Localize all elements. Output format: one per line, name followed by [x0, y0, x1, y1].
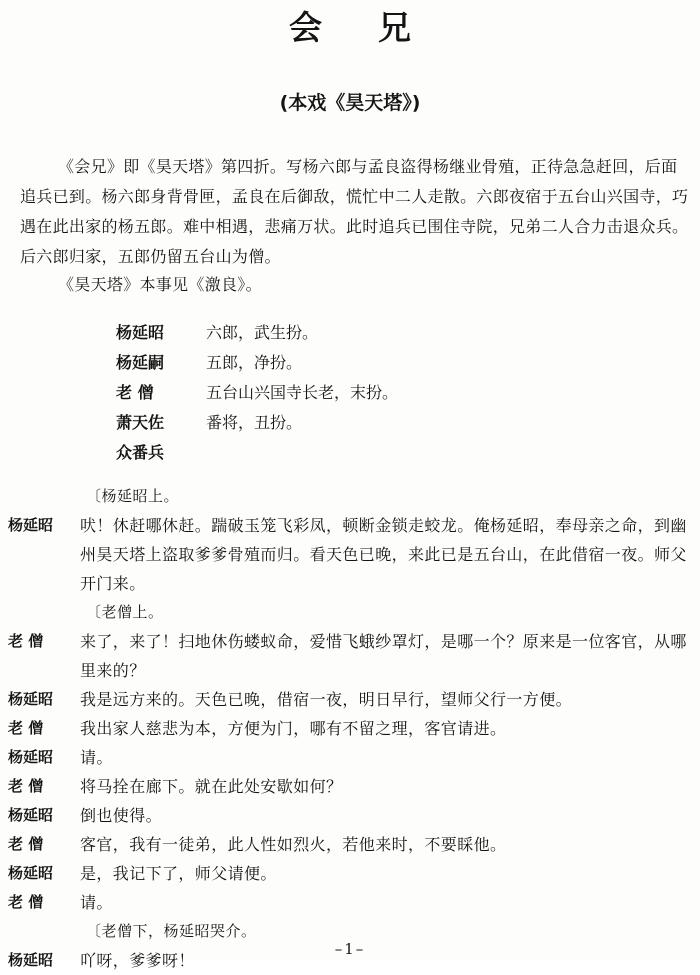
- speaker-name: 老 僧: [8, 777, 44, 795]
- cast-list: [116, 318, 636, 468]
- cast-name: 杨延昭: [116, 323, 165, 342]
- speaker-name: 杨延昭: [8, 951, 54, 969]
- speech-text: 倒也使得。: [80, 806, 163, 825]
- cast-description: 五台山兴国寺长老，末扮。: [206, 383, 399, 402]
- cast-name: 杨延嗣: [116, 353, 165, 372]
- introduction: [20, 152, 690, 300]
- speech-text: 将马拴在廊下。就在此处安歇如何？: [80, 777, 343, 796]
- cast-name: 众番兵: [116, 443, 165, 462]
- speaker-name: 杨延昭: [8, 806, 54, 824]
- speech-text: 吖呀，爹爹呀！: [80, 951, 195, 970]
- speech-text: 我是远方来的。天色已晚，借宿一夜，明日早行，望师父行一方便。: [80, 690, 573, 709]
- stage-direction: 〔老僧上。: [86, 603, 164, 621]
- cast-description: 六郎，武生扮。: [206, 323, 319, 342]
- page-number: –1–: [334, 940, 366, 958]
- cast-entry: [116, 348, 636, 378]
- intro-paragraph: 《会兄》即《昊天塔》第四折。写杨六郎与孟良盗得杨继业骨殖，正待急急赶回，后面追兵已到。杨六郎身背骨匣，孟良在后御敌，慌忙中二人走散。六郎夜宿于五台山兴国寺，巧遇在此出家的杨五郎。难中相遇，悲痛万状。此时追兵已围住寺院，兄弟二人合力击退众兵。后六郎归家，五郎仍留五台山为僧。: [20, 157, 689, 266]
- dialogue-line: [8, 743, 694, 772]
- dialogue-line: [8, 627, 694, 685]
- dialogue-line: [8, 714, 694, 743]
- speaker-name: 杨延昭: [8, 690, 54, 708]
- intro-paragraph: 《昊天塔》本事见《激良》。: [58, 275, 262, 294]
- cast-entry: [116, 378, 636, 408]
- dialogue-line: [8, 830, 694, 859]
- speech-text: 客官，我有一徒弟，此人性如烈火，若他来时，不要睬他。: [80, 835, 507, 854]
- speech-text: 我出家人慈悲为本，方便为门，哪有不留之理，客官请进。: [80, 719, 507, 738]
- cast-name: 萧天佐: [116, 413, 165, 432]
- stage-direction: 〔杨延昭上。: [86, 487, 180, 505]
- speaker-name: 杨延昭: [8, 864, 54, 882]
- speech-text: 请。: [80, 748, 113, 767]
- dialogue-line: [8, 888, 694, 917]
- speech-text: 来了，来了！扫地休伤蝼蚁命，爱惜飞蛾纱罩灯，是哪一个？原来是一位客官，从哪里来的？: [80, 632, 687, 680]
- stage-direction: 〔老僧下，杨延昭哭介。: [86, 922, 257, 940]
- page-title: 会兄: [289, 8, 467, 47]
- speech-text: 是，我记下了，师父请便。: [80, 864, 277, 883]
- script-body: [8, 482, 694, 975]
- dialogue-line: [8, 511, 694, 598]
- dialogue-line: [8, 801, 694, 830]
- speaker-name: 老 僧: [8, 719, 44, 737]
- speech-text: 请。: [80, 893, 113, 912]
- speaker-name: 老 僧: [8, 835, 44, 853]
- cast-description: [206, 438, 636, 468]
- speech-text: 吠！休赶哪休赶。踹破玉笼飞彩凤，顿断金锁走蛟龙。俺杨延昭，奉母亲之命，到幽州昊天塔上盗取爹爹骨殖而归。看天色已晚，来此已是五台山，在此借宿一夜。师父开门来。: [80, 516, 687, 593]
- speaker-name: 老 僧: [8, 893, 44, 911]
- speaker-name: 老 僧: [8, 632, 44, 650]
- cast-description: 五郎，净扮。: [206, 353, 303, 372]
- dialogue-line: [8, 772, 694, 801]
- dialogue-line: [8, 859, 694, 888]
- speaker-name: 杨延昭: [8, 748, 54, 766]
- cast-entry: [116, 318, 636, 348]
- speaker-name: 杨延昭: [8, 516, 54, 534]
- dialogue-line: [8, 685, 694, 714]
- cast-description: 番将，丑扮。: [206, 413, 303, 432]
- page-subtitle: (本戏《昊天塔》): [279, 92, 421, 114]
- cast-entry: [116, 408, 636, 438]
- cast-entry: [116, 438, 636, 468]
- cast-name: 老 僧: [116, 383, 154, 402]
